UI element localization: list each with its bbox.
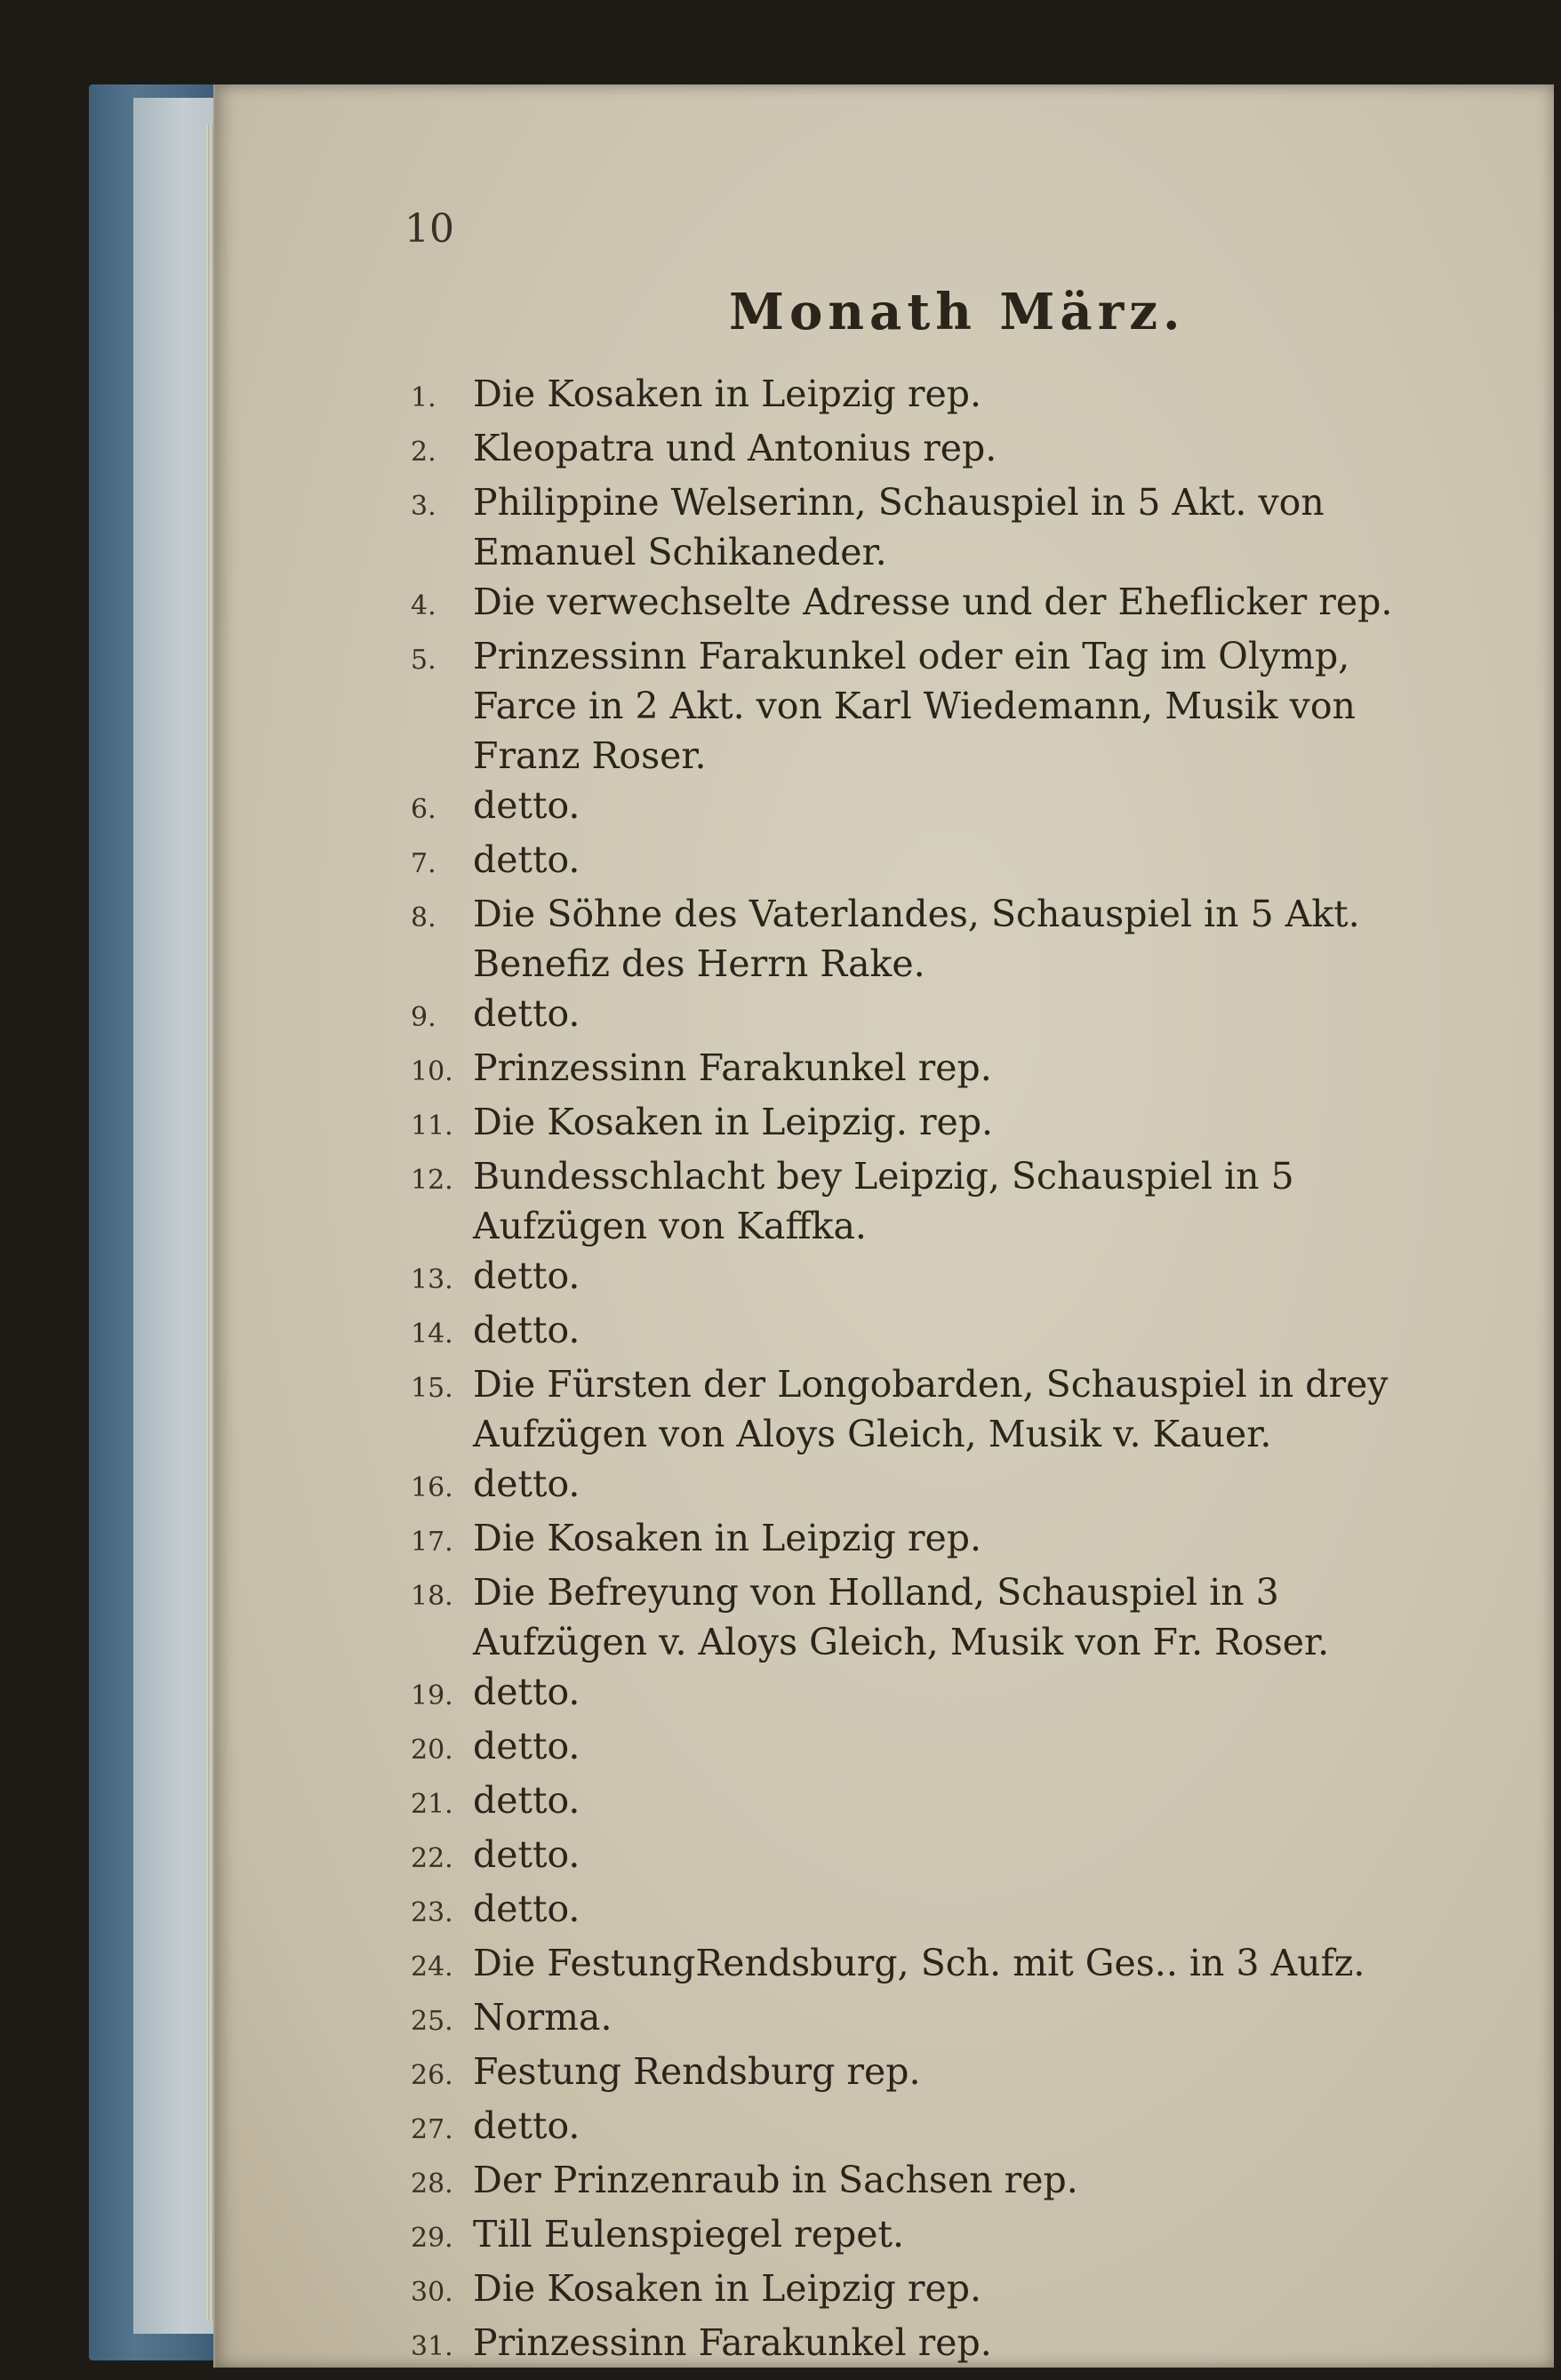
list-item bbox=[411, 2101, 1433, 2155]
entry-text: Die Befreyung von Holland, Schauspiel in 3 Aufzügen v. Aloys Gleich, Musik von Fr. Roser. bbox=[473, 1571, 1330, 1663]
entry-text: detto. bbox=[473, 1309, 580, 1351]
list-item bbox=[411, 577, 1433, 631]
entry-number: 11. bbox=[411, 1110, 453, 1142]
entry-number: 28. bbox=[411, 2168, 453, 2200]
entry-text: Norma. bbox=[473, 1996, 612, 2039]
list-item bbox=[411, 1305, 1433, 1359]
performance-list bbox=[411, 369, 1433, 2372]
entry-text: Festung Rendsburg rep. bbox=[473, 2050, 921, 2093]
entry-text: Die Fürsten der Longobarden, Schauspiel in drey Aufzügen von Aloys Gleich, Musik v. Kauer. bbox=[473, 1363, 1389, 1455]
entry-number: 17. bbox=[411, 1527, 453, 1558]
entry-text: detto. bbox=[473, 1779, 580, 1822]
list-item bbox=[411, 989, 1433, 1043]
entry-text: Bundesschlacht bey Leipzig, Schauspiel in 5 Aufzügen von Kaffka. bbox=[473, 1155, 1294, 1247]
entry-number: 26. bbox=[411, 2060, 453, 2091]
entry-number: 10. bbox=[411, 1056, 453, 1087]
entry-number: 6. bbox=[411, 794, 436, 825]
list-item bbox=[411, 1992, 1433, 2047]
list-item bbox=[411, 1830, 1433, 1884]
entry-number: 22. bbox=[411, 1843, 453, 1874]
list-item bbox=[411, 1097, 1433, 1151]
list-item bbox=[411, 1459, 1433, 1513]
entry-number: 7. bbox=[411, 848, 436, 879]
entry-text: Die Kosaken in Leipzig rep. bbox=[473, 373, 982, 415]
list-item bbox=[411, 2047, 1433, 2101]
entry-text: Der Prinzenraub in Sachsen rep. bbox=[473, 2159, 1078, 2201]
entry-text: detto. bbox=[473, 992, 580, 1035]
entry-number: 2. bbox=[411, 437, 436, 468]
list-item bbox=[411, 2155, 1433, 2209]
entry-number: 5. bbox=[411, 645, 436, 676]
list-item bbox=[411, 369, 1433, 423]
list-item bbox=[411, 2318, 1433, 2372]
list-item bbox=[411, 423, 1433, 477]
entry-text: Die Kosaken in Leipzig. rep. bbox=[473, 1101, 994, 1143]
entry-text: Die verwechselte Adresse und der Eheflicker rep. bbox=[473, 581, 1393, 623]
list-item bbox=[411, 631, 1433, 781]
list-item bbox=[411, 1567, 1433, 1667]
entry-text: detto. bbox=[473, 1833, 580, 1876]
entry-text: detto. bbox=[473, 1671, 580, 1713]
list-item bbox=[411, 1884, 1433, 1938]
entry-number: 24. bbox=[411, 1951, 453, 1983]
entry-number: 21. bbox=[411, 1789, 453, 1820]
entry-number: 4. bbox=[411, 590, 436, 621]
entry-number: 12. bbox=[411, 1165, 453, 1196]
list-item bbox=[411, 1251, 1433, 1305]
list-item bbox=[411, 1513, 1433, 1567]
page-heading: Monath März. bbox=[729, 283, 1186, 341]
entry-text: detto. bbox=[473, 2104, 580, 2147]
entry-text: Die Kosaken in Leipzig rep. bbox=[473, 1517, 982, 1559]
entry-text: detto. bbox=[473, 1462, 580, 1505]
entry-text: Prinzessinn Farakunkel oder ein Tag im Olymp, Farce in 2 Akt. von Karl Wiedemann, Musik von Franz Roser. bbox=[473, 635, 1356, 777]
entry-number: 25. bbox=[411, 2006, 453, 2037]
entry-number: 14. bbox=[411, 1318, 453, 1350]
entry-number: 3. bbox=[411, 491, 436, 522]
list-item bbox=[411, 835, 1433, 889]
entry-number: 18. bbox=[411, 1581, 453, 1612]
entry-text: detto. bbox=[473, 1725, 580, 1767]
entry-number: 23. bbox=[411, 1897, 453, 1928]
entry-number: 27. bbox=[411, 2114, 453, 2145]
entry-number: 15. bbox=[411, 1373, 453, 1404]
list-item bbox=[411, 2209, 1433, 2264]
entry-text: Prinzessinn Farakunkel rep. bbox=[473, 2321, 992, 2364]
entry-text: Die Kosaken in Leipzig rep. bbox=[473, 2267, 982, 2310]
list-item bbox=[411, 477, 1433, 577]
entry-number: 9. bbox=[411, 1002, 436, 1033]
entry-number: 8. bbox=[411, 902, 436, 934]
entry-number: 30. bbox=[411, 2277, 453, 2308]
entry-number: 1. bbox=[411, 382, 436, 413]
list-item bbox=[411, 889, 1433, 989]
list-item bbox=[411, 781, 1433, 835]
entry-text: Philippine Welserinn, Schauspiel in 5 Akt. von Emanuel Schikaneder. bbox=[473, 481, 1325, 573]
list-item bbox=[411, 1151, 1433, 1251]
entry-number: 13. bbox=[411, 1264, 453, 1295]
list-item bbox=[411, 1938, 1433, 1992]
entry-number: 20. bbox=[411, 1735, 453, 1766]
entry-text: Die FestungRendsburg, Sch. mit Ges.. in 3 Aufz. bbox=[473, 1942, 1365, 1984]
entry-number: 19. bbox=[411, 1680, 453, 1711]
entry-text: detto. bbox=[473, 1887, 580, 1930]
list-item bbox=[411, 1775, 1433, 1830]
list-item bbox=[411, 2264, 1433, 2318]
entry-text: Till Eulenspiegel repet. bbox=[473, 2213, 905, 2256]
entry-text: detto. bbox=[473, 838, 580, 881]
list-item bbox=[411, 1721, 1433, 1775]
page-number: 10 bbox=[404, 206, 454, 252]
entry-text: Die Söhne des Vaterlandes, Schauspiel in 5 Akt. Benefiz des Herrn Rake. bbox=[473, 893, 1360, 985]
list-item bbox=[411, 1359, 1433, 1459]
entry-number: 16. bbox=[411, 1472, 453, 1503]
entry-text: Kleopatra und Antonius rep. bbox=[473, 427, 997, 469]
list-item bbox=[411, 1043, 1433, 1097]
entry-text: detto. bbox=[473, 784, 580, 827]
entry-number: 31. bbox=[411, 2331, 453, 2362]
entry-number: 29. bbox=[411, 2223, 453, 2254]
list-item bbox=[411, 1667, 1433, 1721]
entry-text: Prinzessinn Farakunkel rep. bbox=[473, 1046, 992, 1089]
entry-text: detto. bbox=[473, 1254, 580, 1297]
